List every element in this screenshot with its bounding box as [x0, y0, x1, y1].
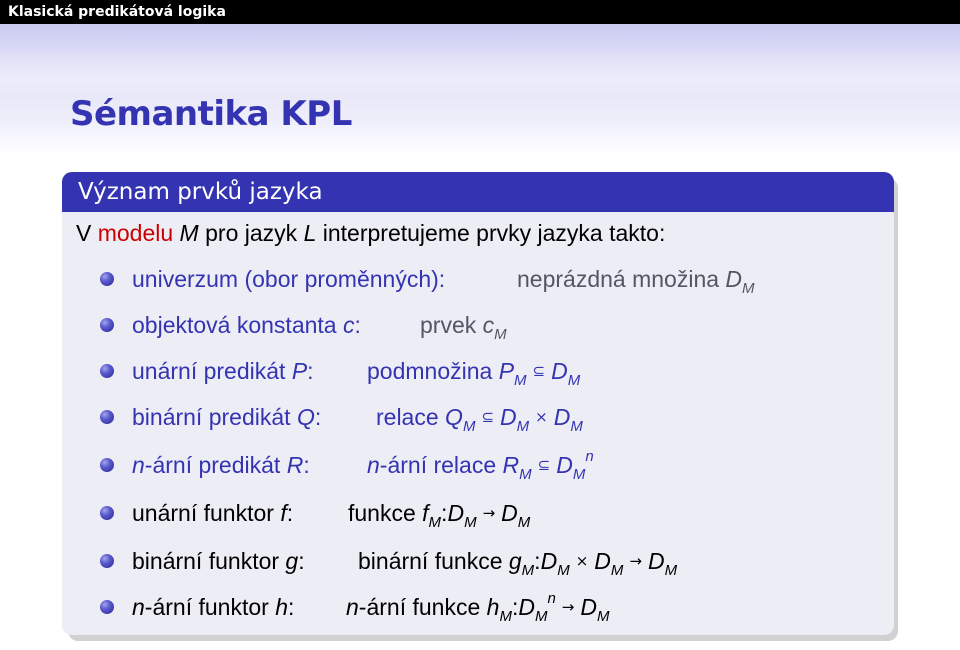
intro-text: interpretujeme prvky jazyka takto:: [316, 220, 666, 246]
value-symbol: c: [482, 312, 495, 338]
item-label: [132, 594, 294, 621]
bullet-icon: [100, 600, 114, 614]
value-symbol: n: [346, 594, 359, 620]
value-subscript: M: [610, 562, 624, 579]
value-text: binární funkce: [358, 548, 509, 574]
bullet-icon: [100, 458, 114, 472]
label-symbol: Q: [296, 404, 315, 430]
value-subscript: M: [534, 608, 548, 625]
value-subscript: M: [428, 514, 442, 531]
item-value: [367, 448, 594, 483]
item-value: [517, 266, 755, 297]
value-text: -ární funkce: [358, 594, 487, 620]
value-subscript: M: [519, 466, 532, 483]
value-subscript: M: [494, 326, 507, 343]
product-operator: ×: [535, 408, 548, 426]
label-symbol: f: [280, 500, 287, 526]
value-symbol: D: [647, 548, 665, 574]
label-text: -ární funktor: [144, 594, 276, 620]
label-text: objektová konstanta: [132, 312, 343, 338]
label-text: binární predikát: [132, 404, 297, 430]
label-text: -ární predikát: [144, 452, 287, 478]
value-symbol: D: [551, 358, 568, 384]
item-value: [376, 404, 583, 435]
intro-text: pro jazyk: [198, 220, 304, 246]
value-symbol: D: [580, 594, 597, 620]
item-value: [346, 590, 610, 625]
label-text: :: [354, 312, 361, 338]
value-symbol: Q: [445, 404, 463, 430]
value-subscript: M: [462, 418, 476, 435]
value-symbol: D: [540, 548, 558, 574]
value-symbol: h: [486, 594, 500, 620]
subset-operator: ⊆: [537, 456, 551, 474]
model-term: modelu: [97, 220, 174, 246]
bullet-icon: [100, 318, 114, 332]
definition-block: [62, 172, 894, 635]
value-superscript: n: [547, 590, 556, 607]
label-text: unární predikát: [132, 358, 292, 384]
value-subscript: M: [521, 562, 535, 579]
subset-operator: ⊆: [532, 362, 546, 380]
value-subscript: M: [517, 514, 531, 531]
value-text: prvek: [420, 312, 483, 338]
value-subscript: M: [516, 418, 530, 435]
value-subscript: M: [514, 372, 527, 389]
frame-title: Klasická predikátová logika: [0, 0, 960, 24]
label-text: univerzum: [132, 266, 245, 292]
item-label: [132, 452, 310, 479]
label-text: :: [307, 358, 314, 384]
bullet-icon: [100, 554, 114, 568]
value-text: :: [511, 594, 519, 620]
item-label: [132, 266, 445, 293]
label-text: unární funktor: [132, 500, 281, 526]
value-subscript: M: [742, 280, 755, 297]
intro-sentence: [76, 220, 665, 247]
label-text: :: [298, 548, 305, 574]
block-heading: Význam prvků jazyka: [62, 172, 894, 212]
label-symbol: h: [275, 594, 288, 620]
value-symbol: f: [422, 500, 429, 526]
value-symbol: D: [594, 548, 611, 574]
value-subscript: M: [664, 562, 678, 579]
arrow-operator: →: [629, 552, 642, 570]
value-text: :: [441, 500, 448, 526]
value-symbol: D: [556, 452, 573, 478]
value-symbol: D: [501, 500, 518, 526]
label-symbol: n: [132, 594, 145, 620]
label-text: binární funktor: [132, 548, 286, 574]
product-operator: ×: [575, 552, 589, 570]
value-text: -ární relace: [379, 452, 503, 478]
label-symbol: R: [286, 452, 304, 478]
value-subscript: M: [597, 608, 610, 625]
value-subscript: M: [499, 608, 512, 625]
value-superscript: n: [585, 448, 594, 465]
value-symbol: D: [553, 404, 571, 430]
label-text: :: [314, 404, 322, 430]
block-body: [62, 212, 894, 635]
bullet-icon: [100, 506, 114, 520]
value-text: :: [534, 548, 541, 574]
item-value: [420, 312, 507, 343]
label-symbol: g: [285, 548, 299, 574]
value-text: neprázdná množina: [517, 266, 726, 292]
header-band: [0, 24, 960, 154]
label-text: :: [286, 500, 294, 526]
value-symbol: D: [500, 404, 517, 430]
item-label: [132, 358, 314, 385]
value-subscript: M: [557, 562, 570, 579]
slide-title: Sémantika KPL: [70, 94, 352, 134]
value-symbol: D: [447, 500, 465, 526]
arrow-operator: →: [561, 598, 575, 616]
item-label: [132, 500, 293, 527]
value-subscript: M: [572, 466, 586, 483]
value-subscript: M: [464, 514, 477, 531]
label-text: :: [287, 594, 295, 620]
item-label: [132, 404, 321, 431]
value-text: podmnožina: [367, 358, 499, 384]
value-symbol: R: [502, 452, 520, 478]
value-text: relace: [376, 404, 446, 430]
bullet-icon: [100, 272, 114, 286]
bullet-icon: [100, 364, 114, 378]
item-value: [348, 500, 531, 531]
model-symbol: M: [173, 220, 199, 246]
value-symbol: D: [518, 594, 535, 620]
value-subscript: M: [570, 418, 583, 435]
value-symbol: n: [367, 452, 380, 478]
item-label: [132, 548, 305, 575]
label-text: (obor proměnných):: [244, 266, 446, 292]
value-symbol: P: [498, 358, 515, 384]
label-symbol: n: [132, 452, 145, 478]
value-text: funkce: [348, 500, 423, 526]
intro-text: V: [76, 220, 98, 246]
item-value: [358, 548, 678, 579]
item-value: [367, 358, 581, 389]
bullet-icon: [100, 410, 114, 424]
value-symbol: D: [725, 266, 743, 292]
label-text: :: [303, 452, 310, 478]
language-symbol: L: [303, 220, 317, 246]
value-subscript: M: [567, 372, 581, 389]
subset-operator: ⊆: [481, 408, 495, 426]
value-symbol: g: [508, 548, 522, 574]
item-label: [132, 312, 361, 339]
label-symbol: P: [291, 358, 308, 384]
label-symbol: c: [342, 312, 355, 338]
arrow-operator: →: [482, 504, 496, 522]
